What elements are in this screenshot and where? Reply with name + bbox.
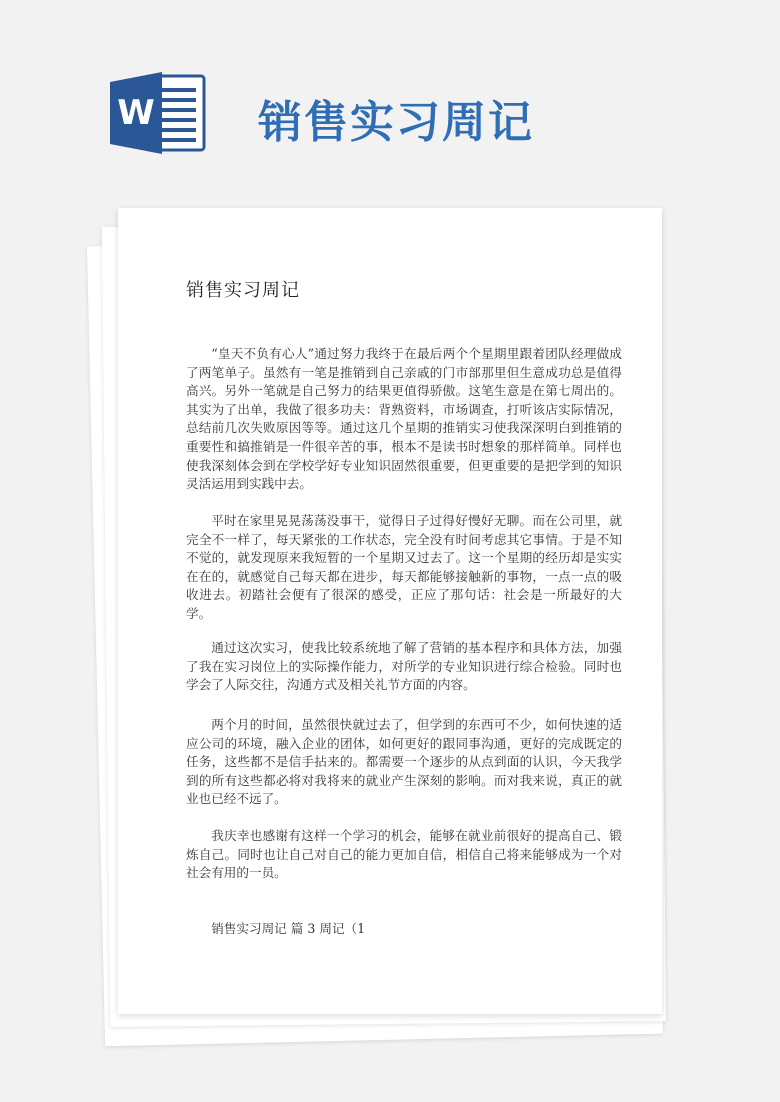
document-page <box>118 208 662 1014</box>
paragraph-1: “皇天不负有心人”通过努力我终于在最后两个个星期里跟着团队经理做成了两笔单子。虽然有一笔是推销到自己亲戚的门市部那里但生意成功总是值得高兴。另外一笔就是自己努力的结果更值得骄傲。这笔生意是在第七周出的。其实为了出单，我做了很多功夫：背熟资料，市场调查，打听该店实际情况，总结前几次失败原因等等。通过这几个星期的推销实习使我深深明白到推销的重要性和搞推销是一件很辛苦的事，根本不是读书时想象的那样简单。同样也使我深刻体会到在学校学好专业知识固然很重要，但更重要的是把学到的知识灵活运用到实践中去。 <box>186 346 622 492</box>
header-title: 销售实习周记 <box>258 97 534 148</box>
document-title: 销售实习周记 <box>186 280 300 301</box>
word-logo-icon <box>110 72 208 154</box>
paragraph-2: 平时在家里晃晃荡荡没事干，觉得日子过得好慢好无聊。而在公司里，就完全不一样了，每天紧张的工作状态，完全没有时间考虑其它事情。于是不知不觉的，就发现原来我短暂的一个星期又过去了。这一个星期的经历却是实实在在的，就感觉自己每天都在进步，每天都能够接触新的事物，一点一点的吸收进去。初踏社会便有了很深的感受，正应了那句话：社会是一所最好的大学。 <box>186 513 622 621</box>
paragraph-4: 两个月的时间，虽然很快就过去了，但学到的东西可不少，如何快速的适应公司的环境，融入企业的团体，如何更好的跟同事沟通，更好的完成既定的任务，这些都不是信手拈来的。都需要一个逐步的从点到面的认识，今天我学到的所有这些都必将对我将来的就业产生深刻的影响。而对我来说，真正的就业也已经不远了。 <box>186 717 622 807</box>
header-banner <box>0 0 780 210</box>
paragraph-3: 通过这次实习，使我比较系统地了解了营销的基本程序和具体方法，加强了我在实习岗位上的实际操作能力，对所学的专业知识进行综合检验。同时也学会了人际交往，沟通方式及相关礼节方面的内容。 <box>186 640 622 693</box>
document-footer-line: 销售实习周记 篇 3 周记（1 <box>211 921 366 936</box>
logo-letter: W <box>117 93 155 133</box>
paragraph-5: 我庆幸也感谢有这样一个学习的机会，能够在就业前很好的提高自己、锻炼自己。同时也让自己对自己的能力更加自信，相信自己将来能够成为一个对社会有用的一员。 <box>186 828 622 881</box>
